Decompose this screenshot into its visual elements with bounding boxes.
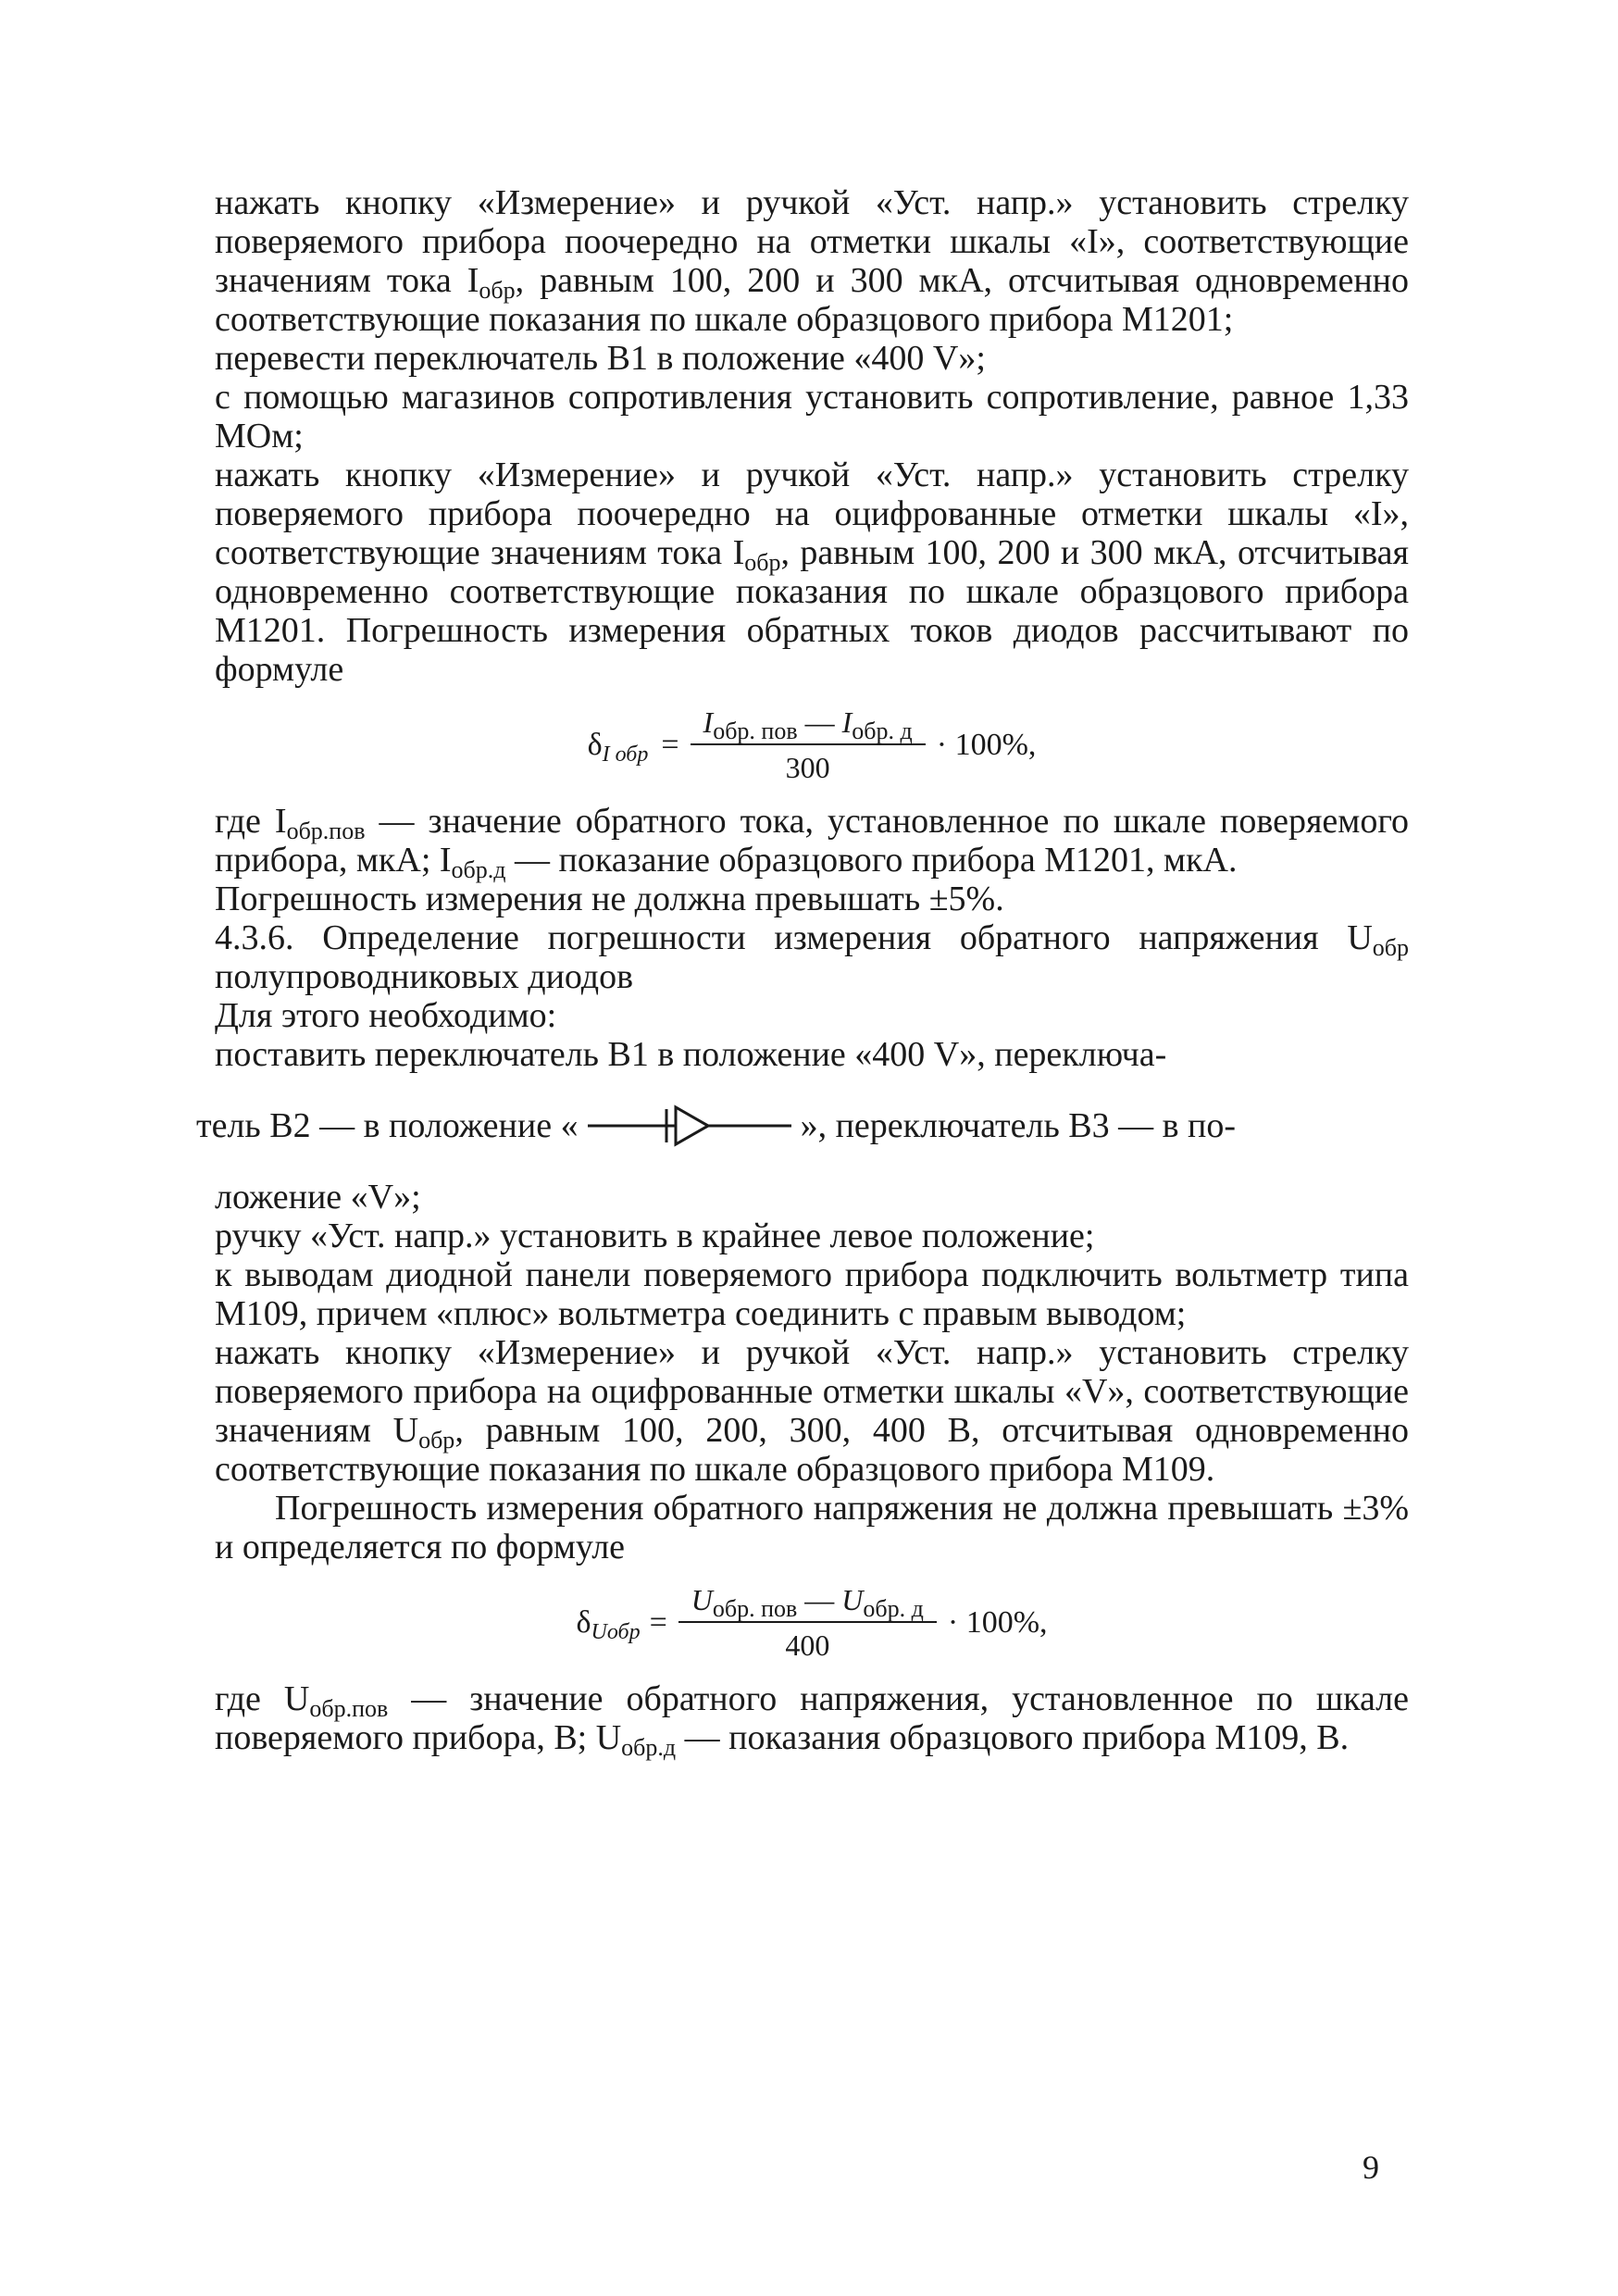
formula-current-error	[215, 694, 1409, 796]
text: нажать кнопку «Измерение» и ручкой «Уст. напр.» установить стрелку поверяемого прибора поочередно на оцифрованные отметки шкалы «I», соответствующие значениям тока I	[215, 455, 1409, 572]
paragraph-5	[215, 802, 1409, 883]
var: U	[691, 1583, 713, 1616]
paragraph-8: Для этого необходимо:	[215, 996, 557, 1035]
paragraph-6: Погрешность измерения не должна превышать ±5%.	[215, 880, 1004, 918]
var: I	[703, 705, 714, 739]
section-4-3-6-heading	[215, 918, 1409, 996]
text: , равным 100, 200, 300, 400 В, отсчитывая одновременно соответствующие показания по шкале образцового прибора М109.	[215, 1411, 1409, 1489]
paragraph-2: перевести переключатель В1 в положение «400 V»;	[215, 339, 986, 378]
subscript: обр. д	[852, 718, 913, 744]
paragraph-4	[215, 455, 1409, 689]
paragraph-16	[215, 1679, 1409, 1761]
subscript: обр	[479, 277, 516, 304]
text: , равным 100, 200 и 300 мкА, отсчитывая одновременно соответствующие показания по шкале образцового прибора М1201. Погрешность измерения обратных токов диодов рассчитывают по формуле	[215, 533, 1409, 689]
text: тель В2 — в положение «	[196, 1106, 579, 1145]
equals-sign: =	[661, 728, 679, 762]
equals-sign: =	[649, 1605, 667, 1640]
subscript: обр.пов	[309, 1695, 389, 1722]
paragraph-3: с помощью магазинов сопротивления установить сопротивление, равное 1,33 МОм;	[215, 378, 1409, 455]
subscript: обр.д	[451, 856, 506, 883]
minus: —	[797, 705, 842, 739]
paragraph-15: Погрешность измерения обратного напряжения не должна превышать ±3% и определяется по формуле	[215, 1489, 1409, 1566]
paragraph-1	[215, 183, 1409, 339]
text: 4.3.6. Определение погрешности измерения обратного напряжения U	[215, 918, 1373, 957]
text: где I	[215, 802, 287, 841]
subscript: обр. пов	[712, 1595, 798, 1622]
var: I	[841, 705, 853, 739]
text: — показание образцового прибора М1201, мкА.	[505, 841, 1238, 880]
numerator	[678, 1583, 937, 1623]
formula-lhs	[587, 728, 649, 767]
denominator: 400	[785, 1628, 830, 1662]
paragraph-14	[215, 1333, 1409, 1489]
denominator: 300	[785, 751, 830, 784]
formula-tail: · 100%,	[936, 728, 1037, 762]
text: полупроводниковых диодов	[215, 957, 634, 996]
text: — значение обратного напряжения, установленное по шкале поверяемого прибора, В; U	[215, 1679, 1409, 1757]
delta-symbol: δ	[576, 1605, 591, 1640]
subscript: обр. д	[863, 1595, 924, 1622]
paragraph-11: ложение «V»;	[215, 1178, 421, 1217]
page-body	[196, 183, 1409, 1761]
subscript: обр	[744, 549, 781, 576]
subscript: обр	[418, 1427, 455, 1454]
paragraph-13: к выводам диодной панели поверяемого прибора подключить вольтметр типа М109, причем «плюс» вольтметра соединить с правым выводом;	[215, 1255, 1409, 1333]
text: где U	[215, 1679, 310, 1718]
paragraph-12: ручку «Уст. напр.» установить в крайнее левое положение;	[215, 1217, 1095, 1255]
text: », переключатель В3 — в по-	[800, 1106, 1237, 1145]
subscript: обр.д	[621, 1734, 677, 1761]
delta-symbol: δ	[587, 728, 603, 762]
text: — значение обратного тока, установленное по шкале поверяемого прибора, мкА; I	[215, 802, 1409, 880]
formula-tail: · 100%,	[947, 1605, 1048, 1640]
var: U	[841, 1583, 864, 1616]
subscript: I обр	[602, 742, 649, 767]
text: нажать кнопку «Измерение» и ручкой «Уст. напр.» установить стрелку поверяемого прибора поочередно на отметки шкалы «I», соответствующие значениям тока I	[215, 183, 1409, 300]
diode-symbol-icon	[588, 1098, 791, 1154]
formula-lhs	[576, 1605, 641, 1644]
subscript: Uобр	[591, 1620, 641, 1644]
numerator	[691, 705, 926, 745]
subscript: обр	[1372, 934, 1409, 961]
paragraph-10	[196, 1089, 1409, 1163]
minus: —	[797, 1583, 842, 1616]
formula-voltage-error	[215, 1572, 1409, 1674]
subscript: обр.пов	[286, 817, 366, 844]
text: нажать кнопку «Измерение» и ручкой «Уст. напр.» установить стрелку поверяемого прибора на оцифрованные отметки шкалы «V», соответствующие значениям U	[215, 1333, 1409, 1450]
subscript: обр. пов	[713, 718, 798, 744]
page-number: 9	[1363, 2149, 1379, 2186]
paragraph-9: поставить переключатель В1 в положение «400 V», переключа-	[215, 1035, 1167, 1074]
fraction	[678, 1583, 937, 1663]
text: — показания образцового прибора М109, В.	[676, 1718, 1350, 1757]
fraction	[691, 705, 926, 785]
text: , равным 100, 200 и 300 мкА, отсчитывая одновременно соответствующие показания по шкале образцового прибора М1201;	[215, 261, 1409, 339]
